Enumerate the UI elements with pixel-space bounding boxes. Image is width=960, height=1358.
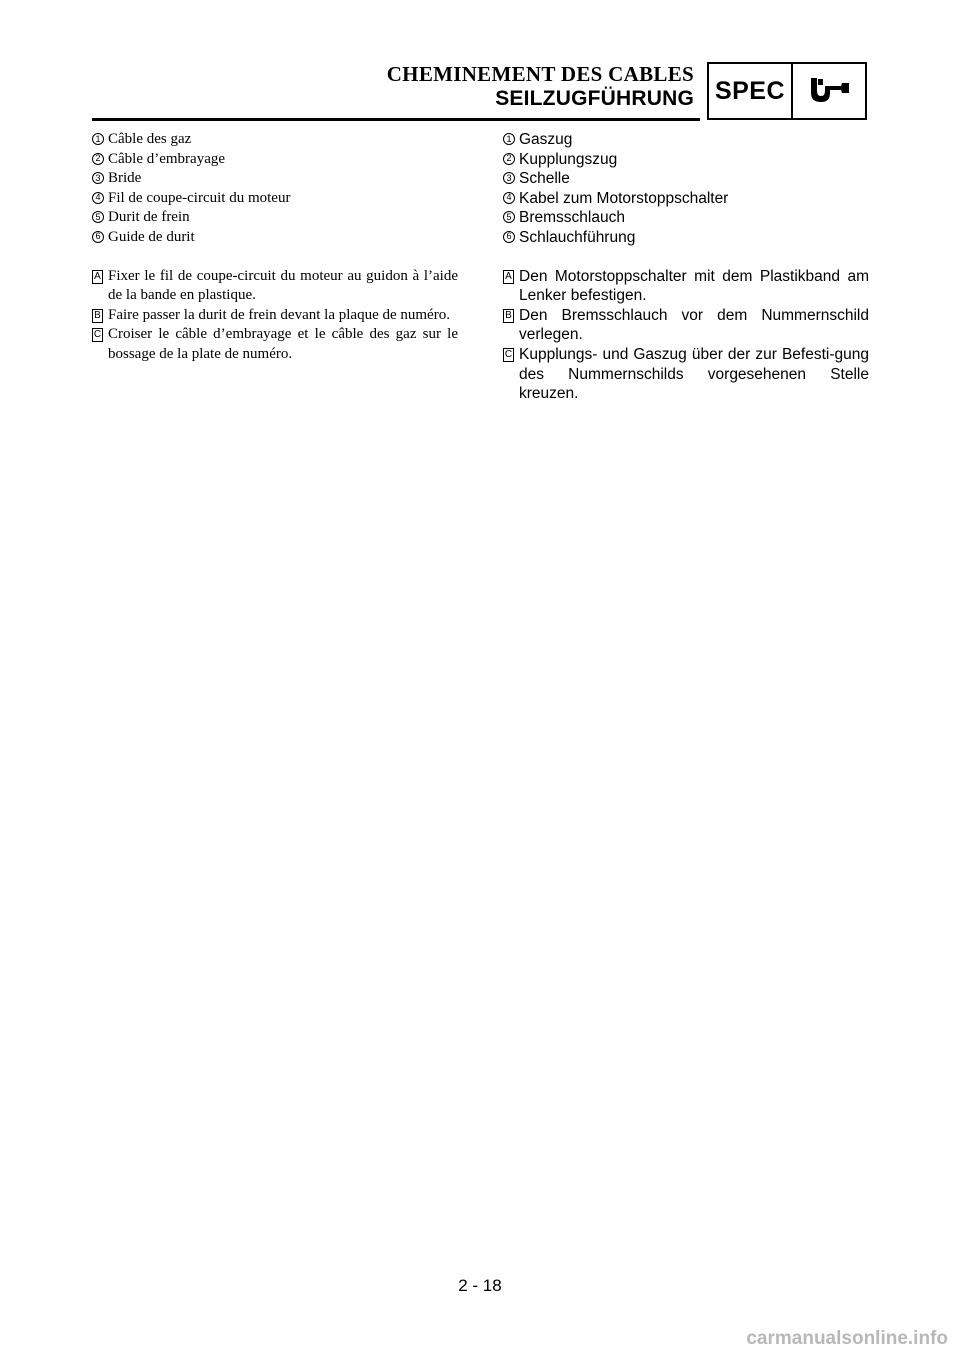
item-number-badge: 6	[92, 231, 104, 243]
note-item	[92, 267, 458, 306]
item-number-badge: 2	[503, 153, 515, 165]
list-item	[503, 169, 869, 189]
notes-list-de	[503, 267, 869, 404]
section-title-french: CHEMINEMENT DES CABLES	[386, 62, 694, 86]
note-letter-badge: C	[504, 348, 513, 360]
list-item	[92, 150, 458, 170]
note-text: Kupplungs- und Gaszug über der zur Befesti-gung des Nummernschilds vorgesehenen Stelle kreuzen.	[519, 345, 869, 403]
item-number-badge: 5	[503, 211, 515, 223]
item-text: Câble des gaz	[108, 131, 192, 147]
note-item	[503, 267, 869, 306]
item-text: Guide de durit	[108, 228, 195, 245]
item-number-badge: 1	[503, 133, 515, 145]
list-item	[92, 169, 458, 189]
note-text: Den Motorstoppschalter mit dem Plastikband am Lenker befestigen.	[519, 267, 869, 305]
list-item	[503, 189, 869, 209]
item-text: Bremsschlauch	[519, 209, 625, 227]
note-letter-badge: B	[92, 309, 103, 323]
item-text: Schlauchführung	[519, 228, 636, 246]
item-text: Câble d’embrayage	[108, 150, 226, 167]
note-item	[92, 325, 458, 364]
watermark: carmanualsonline.info	[746, 1328, 948, 1349]
section-title-german: SEILZUGFÜHRUNG	[495, 87, 694, 110]
item-number-badge: 2	[92, 153, 104, 165]
note-letter-badge: C	[93, 329, 102, 341]
note-letter-badge: A	[503, 270, 514, 284]
item-text: Schelle	[519, 170, 570, 188]
parts-list-de	[503, 130, 869, 248]
note-letter-badge: B	[503, 309, 514, 323]
item-text: Durit de frein	[108, 209, 190, 226]
list-item	[503, 130, 869, 150]
item-text: Gaszug	[519, 131, 573, 148]
item-text: Bride	[108, 170, 142, 187]
list-item	[92, 189, 458, 209]
list-item	[92, 228, 458, 248]
item-number-badge: 3	[503, 172, 515, 184]
french-column	[92, 130, 458, 365]
list-item	[503, 150, 869, 170]
item-number-badge: 1	[92, 133, 104, 145]
list-item	[92, 208, 458, 228]
item-number-badge: 6	[503, 231, 515, 243]
item-text: Fil de coupe-circuit du moteur	[108, 189, 291, 206]
list-item	[503, 228, 869, 248]
note-item	[503, 345, 869, 404]
note-text: Croiser le câble d’embrayage et le câble des gaz sur le bossage de la plate de numéro.	[108, 326, 458, 362]
note-letter-badge: A	[92, 270, 103, 284]
header-rule	[92, 118, 700, 121]
wrench-icon	[793, 64, 865, 118]
note-text: Fixer le fil de coupe-circuit du moteur au guidon à l’aide de la bande en plastique.	[108, 267, 458, 304]
note-item	[503, 306, 869, 345]
list-item	[92, 130, 458, 150]
item-number-badge: 4	[92, 192, 104, 204]
item-text: Kupplungszug	[519, 150, 618, 168]
parts-list-fr	[92, 130, 458, 248]
note-text: Faire passer la durit de frein devant la plaque de numéro.	[108, 306, 450, 323]
note-item	[92, 306, 458, 326]
item-number-badge: 4	[503, 192, 515, 204]
list-item	[503, 208, 869, 228]
page-number: 2 - 18	[458, 1276, 502, 1295]
german-column	[503, 130, 869, 404]
item-number-badge: 3	[92, 172, 104, 184]
note-text: Den Bremsschlauch vor dem Nummernschild verlegen.	[519, 306, 869, 344]
spec-label: SPEC	[709, 64, 793, 118]
item-text: Kabel zum Motorstoppschalter	[519, 189, 729, 207]
spec-badge	[707, 62, 867, 120]
item-number-badge: 5	[92, 211, 104, 223]
notes-list-fr	[92, 267, 458, 365]
